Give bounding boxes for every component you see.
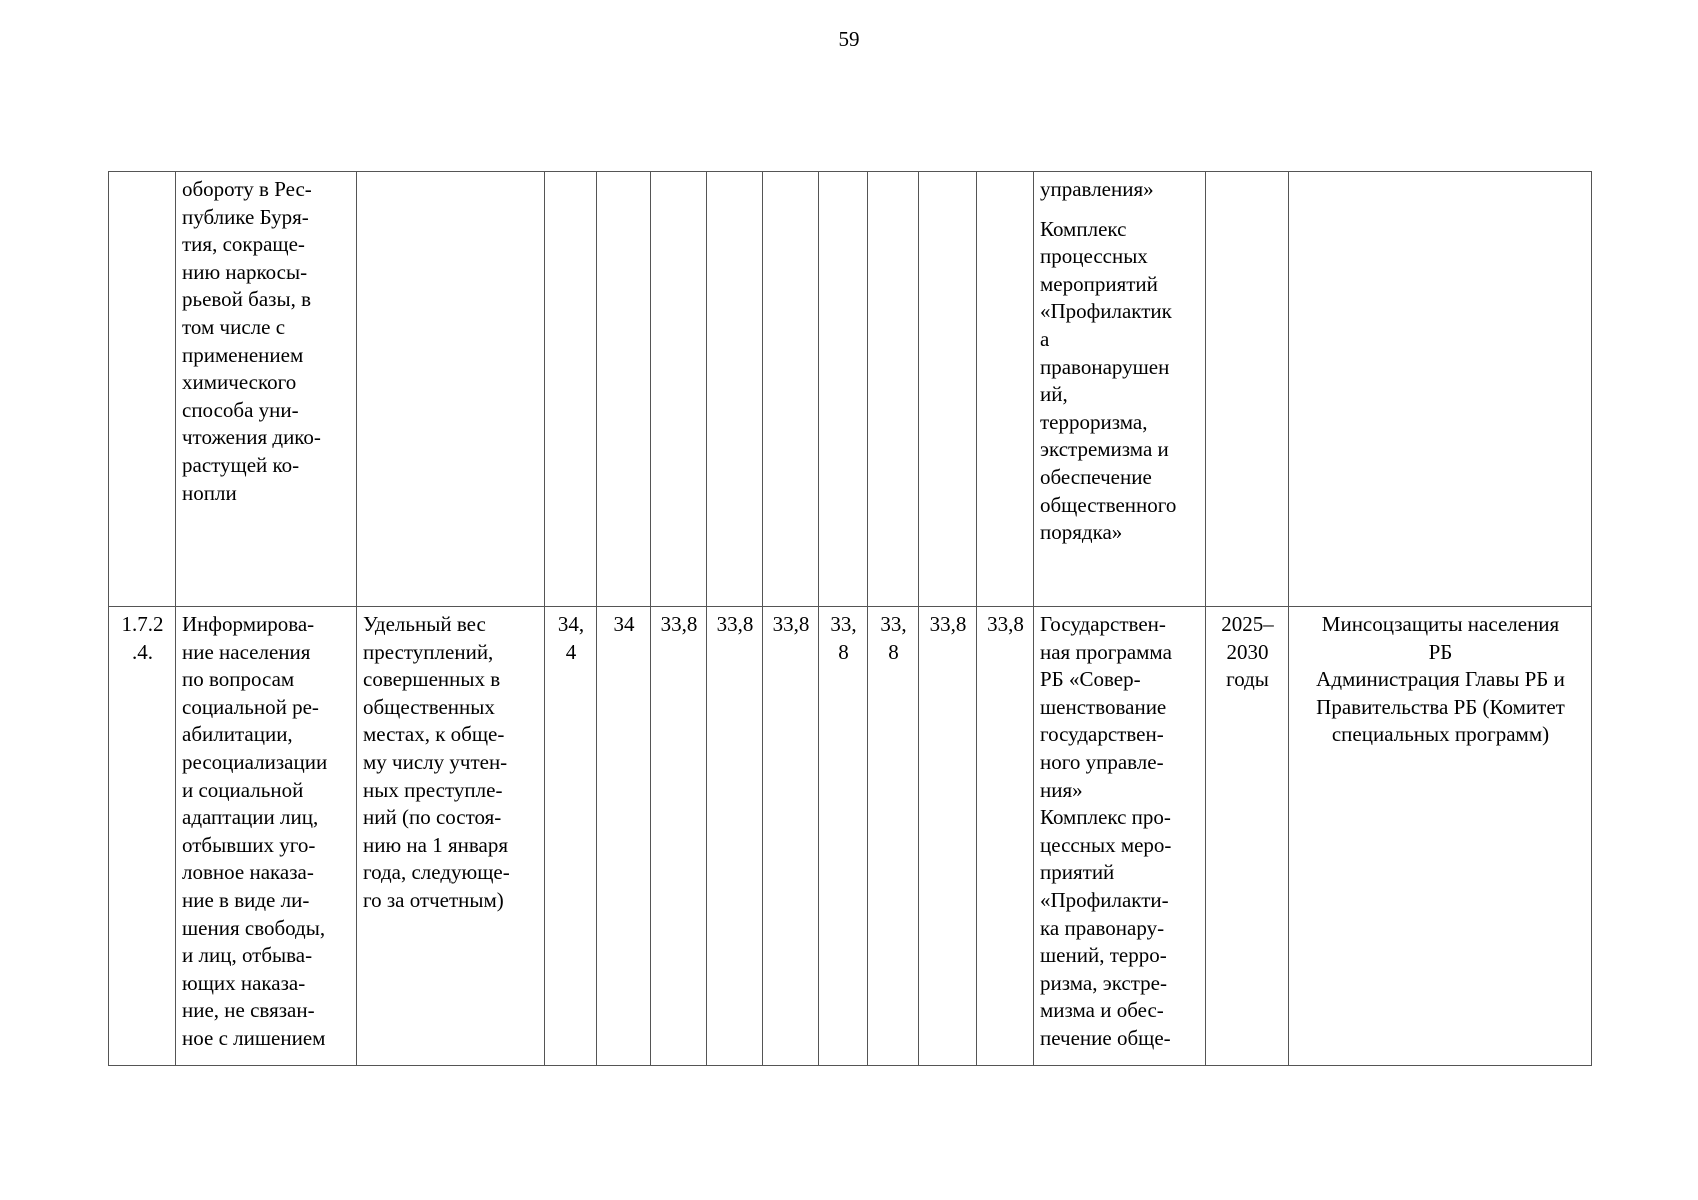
- program-cell: [1034, 172, 1206, 607]
- measure-cell: обороту в Рес- публике Буря- тия, сокраще- нию наркосы- рьевой базы, в том числе с применением химического способа уни- чтожения дико- растущей ко- нопли: [176, 172, 357, 607]
- value-cell: [977, 172, 1034, 607]
- measure-cell: Информирова- ние населения по вопросам социальной ре- абилитации, ресоциализации и социальной адаптации лиц, отбывших уго- ловное наказа- ние в виде ли- шения свободы, и лиц, отбыва- ющих наказа- ние, не связан- ное с лишением: [176, 607, 357, 1066]
- value-cell: 33,8: [651, 607, 707, 1066]
- program-text-1: управления»: [1040, 177, 1154, 201]
- table-row: [109, 607, 1592, 1066]
- value-cell: [597, 172, 651, 607]
- program-text-1: Государствен- ная программа РБ «Совер- шенствование государствен- ного управле- ния» Комплекс про- цессных меро- приятий «Профилакти- ка правонару- шений, терро- ризма, экстре- мизма и обес- печение обще-: [1040, 612, 1172, 1050]
- program-text-2: Комплекс процессных мероприятий «Профилактик а правонарушен ий, терроризма, экстремизма и обеспечение общественного порядка»: [1040, 216, 1177, 545]
- indicator-cell: [357, 172, 545, 607]
- value-cell: 33,8: [707, 607, 763, 1066]
- indicator-cell: Удельный вес преступлений, совершенных в общественных местах, к обще- му числу учтен- ных преступле- ний (по состоя- нию на 1 января года, следующе- го за отчетным): [357, 607, 545, 1066]
- value-cell: 33, 8: [868, 607, 919, 1066]
- measures-table: [108, 171, 1592, 1066]
- executor-cell: Минсоцзащиты населения РБ Администрация Главы РБ и Правительства РБ (Комитет специальных программ): [1289, 607, 1592, 1066]
- page-number: 59: [838, 27, 860, 51]
- value-cell: 34: [597, 607, 651, 1066]
- value-cell: [545, 172, 597, 607]
- value-cell: 33, 8: [819, 607, 868, 1066]
- value-cell: 34, 4: [545, 607, 597, 1066]
- value-cell: [919, 172, 977, 607]
- value-cell: 33,8: [763, 607, 819, 1066]
- row-number-cell: [109, 172, 176, 607]
- executor-cell: [1289, 172, 1592, 607]
- value-cell: [707, 172, 763, 607]
- period-cell: [1206, 172, 1289, 607]
- table-row: [109, 172, 1592, 607]
- value-cell: [868, 172, 919, 607]
- program-cell: [1034, 607, 1206, 1066]
- period-cell: 2025– 2030 годы: [1206, 607, 1289, 1066]
- row-number-cell: 1.7.2 .4.: [109, 607, 176, 1066]
- value-cell: [763, 172, 819, 607]
- value-cell: [651, 172, 707, 607]
- value-cell: [819, 172, 868, 607]
- value-cell: 33,8: [977, 607, 1034, 1066]
- value-cell: 33,8: [919, 607, 977, 1066]
